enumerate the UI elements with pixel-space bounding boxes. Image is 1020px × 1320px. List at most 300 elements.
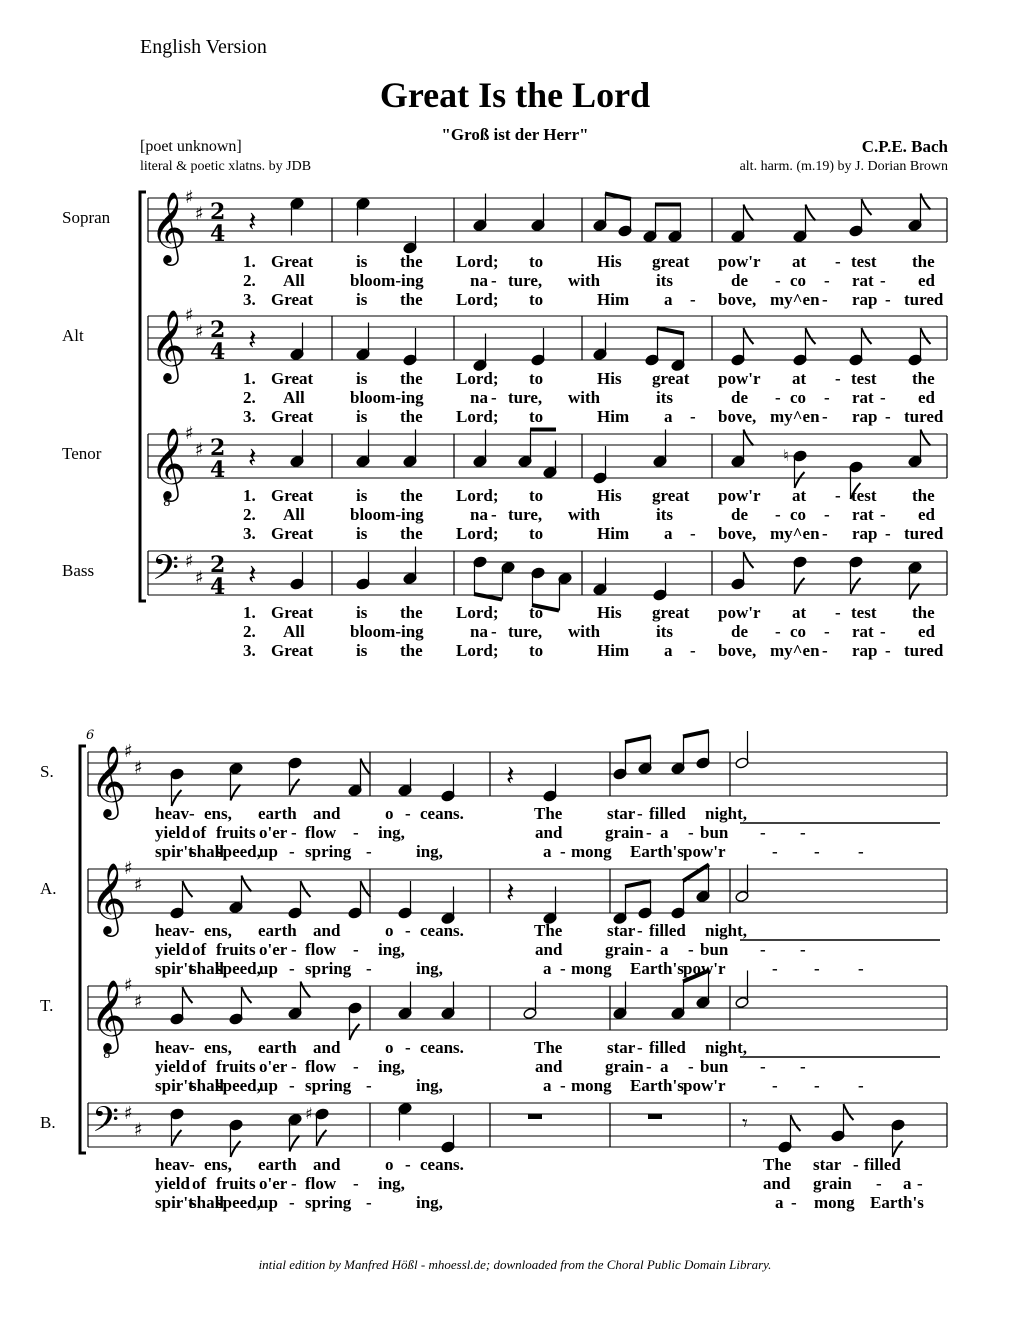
lyric-syllable: -: [491, 271, 497, 290]
sharp-icon: ♯: [124, 741, 133, 762]
lyric-syllable: tured: [904, 407, 944, 426]
note-flag: [317, 1130, 327, 1146]
lyric-syllable: grain: [605, 823, 644, 842]
lyric-syllable: and: [313, 921, 341, 940]
note-flag: [744, 552, 754, 568]
sharp-icon: ♯: [124, 858, 133, 879]
note-flag: [851, 578, 861, 594]
sharp-icon: ♯: [195, 203, 204, 225]
lyric-syllable: Great: [271, 603, 314, 622]
note-flag: [301, 881, 311, 897]
lyric-syllable: na: [470, 271, 488, 290]
note-flag: [921, 328, 931, 344]
lyric-syllable: is: [356, 407, 368, 426]
time-signature-bottom: 4: [210, 221, 226, 247]
lyric-syllable: -: [646, 940, 652, 959]
lyric-syllable: with: [568, 505, 601, 524]
lyric-syllable: yield: [155, 1174, 190, 1193]
lyric-syllable: ed: [918, 622, 935, 641]
time-signature-top: 2: [210, 199, 226, 225]
lyric-syllable: -: [690, 290, 696, 309]
lyric-syllable: -: [885, 524, 891, 543]
lyric-syllable: is: [356, 369, 368, 388]
sharp-icon: ♯: [185, 305, 194, 326]
voice-label: Alt: [62, 326, 84, 345]
lyric-syllable: grain: [605, 940, 644, 959]
lyric-syllable: pow'r: [718, 603, 761, 622]
lyric-syllable: at: [792, 252, 807, 271]
lyric-syllable: -: [405, 921, 411, 940]
lyric-syllable: shall: [190, 959, 225, 978]
whole-rest-icon: [528, 1114, 542, 1119]
lyric-syllable: -: [366, 959, 372, 978]
lyric-syllable: shall: [190, 842, 225, 861]
lyric-syllable: de: [731, 388, 748, 407]
lyric-syllable: speed,: [216, 842, 261, 861]
lyric-syllable: tured: [904, 524, 944, 543]
lyric-syllable: Great: [271, 252, 314, 271]
sharp-icon: ♯: [305, 1104, 313, 1123]
lyric-syllable: ing,: [416, 1076, 443, 1095]
lyric-syllable: a: [664, 290, 673, 309]
lyric-syllable: o'er: [259, 940, 288, 959]
system-bracket: [140, 192, 146, 601]
octave-marker: 8: [103, 1047, 111, 1061]
lyric-syllable: Earth's: [630, 1076, 684, 1095]
lyric-syllable: test: [851, 486, 877, 505]
system-bracket: [80, 746, 86, 1153]
lyric-syllable: the: [400, 641, 423, 660]
lyric-syllable: -: [885, 641, 891, 660]
lyric-syllable: rap: [852, 524, 878, 543]
piece-title: Great Is the Lord: [379, 75, 651, 115]
note-flag: [183, 881, 193, 897]
lyric-syllable: rap: [852, 290, 878, 309]
lyric-syllable: -: [688, 940, 694, 959]
note-flag: [791, 1115, 801, 1131]
lyric-syllable: Lord;: [456, 641, 499, 660]
lyric-syllable: -: [366, 1076, 372, 1095]
lyric-syllable: the: [912, 486, 935, 505]
quarter-rest-icon: 𝄽: [248, 205, 257, 238]
lyric-syllable: test: [851, 603, 877, 622]
lyric-syllable: rap: [852, 641, 878, 660]
lyric-syllable: ens,: [204, 921, 232, 940]
lyric-syllable: -: [822, 524, 828, 543]
time-signature-bottom: 4: [210, 574, 226, 600]
lyric-syllable: 2.: [243, 505, 256, 524]
lyric-syllable: test: [851, 369, 877, 388]
lyric-syllable: co: [790, 271, 807, 290]
lyric-syllable: de: [731, 271, 748, 290]
lyric-syllable: 3.: [243, 641, 256, 660]
lyric-syllable: grain: [813, 1174, 852, 1193]
lyric-syllable: rat: [852, 271, 874, 290]
lyric-syllable: -: [291, 823, 297, 842]
lyric-syllable: -: [775, 388, 781, 407]
lyric-syllable: -: [814, 842, 820, 861]
lyric-syllable: -: [835, 486, 841, 505]
voice-label: T.: [40, 996, 54, 1015]
lyric-syllable: with: [568, 622, 601, 641]
quarter-rest-icon: 𝄽: [506, 876, 515, 909]
lyric-syllable: speed,: [216, 959, 261, 978]
lyric-syllable: The: [534, 921, 563, 940]
lyric-syllable: Great: [271, 486, 314, 505]
lyric-syllable: -: [291, 1057, 297, 1076]
sharp-icon: ♯: [134, 1119, 143, 1141]
lyric-syllable: ens,: [204, 1155, 232, 1174]
treble-clef-icon: 𝄞: [90, 978, 127, 1051]
lyric-syllable: tured: [904, 290, 944, 309]
lyric-syllable: pow'r: [683, 959, 726, 978]
lyric-syllable: flow: [305, 1174, 337, 1193]
lyric-syllable: earth: [258, 1155, 297, 1174]
voice-label: S.: [40, 762, 54, 781]
lyric-syllable: of: [192, 940, 207, 959]
lyric-syllable: fruits: [216, 1057, 256, 1076]
lyric-syllable: -: [880, 388, 886, 407]
lyric-syllable: o'er: [259, 823, 288, 842]
lyric-syllable: a: [775, 1193, 784, 1212]
lyric-syllable: earth: [258, 1038, 297, 1057]
lyric-syllable: -: [880, 271, 886, 290]
note-flag: [301, 982, 311, 998]
lyric-syllable: 2.: [243, 388, 256, 407]
lyric-syllable: -: [560, 842, 566, 861]
sharp-icon: ♯: [185, 423, 194, 444]
lyric-syllable: rat: [852, 622, 874, 641]
lyric-syllable: The: [763, 1155, 792, 1174]
lyric-syllable: and: [313, 1038, 341, 1057]
lyric-syllable: ing,: [378, 1057, 405, 1076]
note-flag: [806, 205, 816, 221]
lyric-syllable: -: [814, 959, 820, 978]
lyric-syllable: the: [912, 252, 935, 271]
lyric-syllable: Earth's: [630, 959, 684, 978]
lyric-syllable: at: [792, 603, 807, 622]
composer-credit: C.P.E. Bach: [861, 137, 948, 156]
lyric-syllable: -: [835, 252, 841, 271]
lyric-syllable: spring: [305, 1076, 352, 1095]
lyric-syllable: ceans.: [420, 921, 464, 940]
lyric-syllable: -: [491, 622, 497, 641]
lyric-syllable: -: [491, 388, 497, 407]
lyric-syllable: -: [853, 1155, 859, 1174]
lyric-syllable: fruits: [216, 940, 256, 959]
lyric-syllable: shall: [190, 1193, 225, 1212]
sharp-icon: ♯: [185, 187, 194, 208]
note-flag: [921, 194, 931, 210]
lyric-syllable: -: [353, 1174, 359, 1193]
sharp-icon: ♯: [195, 321, 204, 343]
lyric-syllable: -: [637, 921, 643, 940]
lyric-syllable: -: [690, 524, 696, 543]
lyric-syllable: earth: [258, 921, 297, 940]
lyric-syllable: a: [660, 823, 669, 842]
lyric-syllable: o: [385, 804, 394, 823]
lyric-syllable: 2.: [243, 622, 256, 641]
treble-clef-icon: 𝄞: [150, 426, 187, 499]
lyric-syllable: star: [813, 1155, 842, 1174]
lyric-syllable: Great: [271, 407, 314, 426]
lyric-syllable: a: [660, 940, 669, 959]
lyric-syllable: -: [491, 505, 497, 524]
measure-number: 6: [86, 728, 95, 743]
lyric-syllable: bloom-ing: [350, 505, 424, 524]
voice-label: Tenor: [62, 444, 102, 463]
lyric-syllable: of: [192, 823, 207, 842]
lyric-syllable: and: [313, 804, 341, 823]
lyric-syllable: -: [772, 1076, 778, 1095]
lyric-syllable: heav: [155, 804, 189, 823]
lyric-syllable: filled: [649, 804, 686, 823]
lyric-syllable: pow'r: [718, 252, 761, 271]
note-flag: [231, 785, 241, 801]
lyric-syllable: is: [356, 252, 368, 271]
lyric-syllable: -: [646, 1057, 652, 1076]
lyric-syllable: bun: [700, 1057, 729, 1076]
lyric-syllable: -: [772, 959, 778, 978]
lyric-syllable: the: [400, 252, 423, 271]
lyric-syllable: the: [400, 369, 423, 388]
lyric-syllable: Great: [271, 290, 314, 309]
lyric-syllable: spir't: [155, 1193, 194, 1212]
lyric-syllable: -: [775, 271, 781, 290]
lyric-syllable: 2.: [243, 271, 256, 290]
lyric-syllable: the: [400, 603, 423, 622]
lyric-syllable: of: [192, 1174, 207, 1193]
treble-clef-icon: 𝄞: [150, 190, 187, 263]
lyric-syllable: pow'r: [683, 1076, 726, 1095]
quarter-rest-icon: 𝄽: [248, 441, 257, 474]
lyric-syllable: bloom-ing: [350, 622, 424, 641]
lyric-syllable: spir't: [155, 1076, 194, 1095]
lyric-syllable: and: [535, 940, 563, 959]
lyric-syllable: His: [597, 603, 622, 622]
lyric-syllable: the: [400, 407, 423, 426]
lyric-syllable: star: [607, 1038, 636, 1057]
lyric-syllable: co: [790, 505, 807, 524]
lyric-syllable: earth: [258, 804, 297, 823]
note-flag: [795, 578, 805, 594]
whole-rest-icon: [648, 1114, 662, 1119]
sharp-icon: ♯: [124, 1103, 133, 1124]
lyric-syllable: spir't: [155, 959, 194, 978]
lyric-syllable: heav: [155, 1155, 189, 1174]
lyric-syllable: -: [760, 940, 766, 959]
lyric-syllable: Him: [597, 290, 630, 309]
lyric-syllable: -: [835, 369, 841, 388]
lyric-syllable: ture,: [508, 505, 543, 524]
sharp-icon: ♯: [185, 551, 194, 572]
lyric-syllable: -: [688, 1057, 694, 1076]
lyric-syllable: up: [259, 1193, 278, 1212]
lyric-syllable: bun: [700, 823, 729, 842]
quarter-rest-icon: 𝄽: [506, 759, 515, 792]
lyric-syllable: 3.: [243, 524, 256, 543]
sharp-icon: ♯: [124, 975, 133, 996]
beam: [657, 328, 684, 334]
lyric-syllable: flow: [305, 823, 337, 842]
natural-icon: ♮: [783, 446, 789, 465]
beam: [625, 881, 651, 887]
lyric-syllable: the: [400, 290, 423, 309]
note-flag: [242, 987, 252, 1003]
lyric-syllable: -: [189, 921, 195, 940]
lyric-syllable: at: [792, 369, 807, 388]
lyric-syllable: is: [356, 290, 368, 309]
lyric-syllable: my^en: [770, 641, 820, 660]
beam: [683, 731, 709, 737]
lyric-syllable: flow: [305, 940, 337, 959]
lyric-syllable: a: [903, 1174, 912, 1193]
lyric-syllable: -: [189, 1038, 195, 1057]
lyric-syllable: -: [775, 505, 781, 524]
lyric-syllable: to: [529, 407, 544, 426]
lyric-syllable: na: [470, 388, 488, 407]
lyric-syllable: o: [385, 921, 394, 940]
lyric-syllable: to: [529, 641, 544, 660]
lyric-syllable: a: [543, 959, 552, 978]
lyric-syllable: ed: [918, 388, 935, 407]
note-flag: [231, 1141, 241, 1157]
lyric-syllable: Him: [597, 524, 630, 543]
lyric-syllable: -: [880, 622, 886, 641]
lyric-syllable: -: [822, 641, 828, 660]
lyric-syllable: mong: [571, 1076, 612, 1095]
lyric-syllable: pow'r: [718, 486, 761, 505]
lyric-syllable: ens,: [204, 1038, 232, 1057]
lyric-syllable: tured: [904, 641, 944, 660]
lyric-syllable: up: [259, 842, 278, 861]
lyric-syllable: Lord;: [456, 369, 499, 388]
note-flag: [350, 1024, 360, 1040]
note-flag: [806, 328, 816, 344]
lyric-syllable: -: [637, 1038, 643, 1057]
lyric-syllable: -: [366, 842, 372, 861]
lyric-syllable: at: [792, 486, 807, 505]
lyric-syllable: Earth's: [630, 842, 684, 861]
lyric-syllable: 1.: [243, 252, 256, 271]
lyric-syllable: 1.: [243, 486, 256, 505]
time-signature-bottom: 4: [210, 339, 226, 365]
lyric-syllable: its: [656, 505, 673, 524]
lyric-syllable: with: [568, 388, 601, 407]
poet-credit: [poet unknown]: [140, 138, 242, 155]
lyric-syllable: ing,: [378, 1174, 405, 1193]
lyric-syllable: ed: [918, 505, 935, 524]
treble-clef-icon: 𝄞: [90, 744, 127, 817]
lyric-syllable: -: [917, 1174, 923, 1193]
lyric-syllable: bove,: [718, 641, 757, 660]
lyric-syllable: the: [400, 486, 423, 505]
lyric-syllable: my^en: [770, 407, 820, 426]
lyric-syllable: rat: [852, 505, 874, 524]
lyric-syllable: the: [400, 524, 423, 543]
lyric-syllable: grain: [605, 1057, 644, 1076]
beam: [625, 737, 651, 743]
lyric-syllable: o: [385, 1038, 394, 1057]
lyric-syllable: its: [656, 271, 673, 290]
lyric-syllable: Lord;: [456, 290, 499, 309]
lyric-syllable: mong: [571, 959, 612, 978]
lyric-syllable: ceans.: [420, 804, 464, 823]
lyric-syllable: -: [289, 1193, 295, 1212]
lyric-syllable: a: [543, 842, 552, 861]
lyric-syllable: -: [885, 290, 891, 309]
lyric-syllable: -: [880, 505, 886, 524]
lyric-syllable: mong: [814, 1193, 855, 1212]
lyric-syllable: -: [772, 842, 778, 861]
lyric-syllable: -: [353, 823, 359, 842]
note-flag: [361, 759, 371, 775]
lyric-syllable: -: [800, 1057, 806, 1076]
lyric-syllable: and: [763, 1174, 791, 1193]
lyric-syllable: The: [534, 1038, 563, 1057]
lyric-syllable: na: [470, 622, 488, 641]
note-flag: [744, 430, 754, 446]
lyric-syllable: test: [851, 252, 877, 271]
lyric-syllable: to: [529, 290, 544, 309]
lyric-syllable: -: [289, 1076, 295, 1095]
lyric-syllable: -: [876, 1174, 882, 1193]
lyric-syllable: my^en: [770, 290, 820, 309]
lyric-syllable: -: [366, 1193, 372, 1212]
lyric-syllable: fruits: [216, 823, 256, 842]
eighth-rest-icon: 𝄾: [742, 1111, 748, 1137]
lyric-syllable: great: [652, 369, 690, 388]
lyric-syllable: na: [470, 505, 488, 524]
lyric-syllable: is: [356, 641, 368, 660]
note-flag: [921, 430, 931, 446]
lyric-syllable: ceans.: [420, 1038, 464, 1057]
harmonization-credit: alt. harm. (m.19) by J. Dorian Brown: [739, 159, 948, 174]
piece-subtitle: "Groß ist der Herr": [441, 125, 589, 144]
lyric-syllable: great: [652, 486, 690, 505]
lyric-syllable: 1.: [243, 369, 256, 388]
note-flag: [744, 205, 754, 221]
time-signature-top: 2: [210, 317, 226, 343]
lyric-syllable: my^en: [770, 524, 820, 543]
time-signature-top: 2: [210, 552, 226, 578]
lyric-syllable: Lord;: [456, 603, 499, 622]
lyric-syllable: -: [289, 959, 295, 978]
lyric-syllable: 3.: [243, 407, 256, 426]
lyric-syllable: rap: [852, 407, 878, 426]
lyric-syllable: -: [858, 959, 864, 978]
note-flag: [290, 1136, 300, 1152]
lyric-syllable: The: [534, 804, 563, 823]
voice-label: B.: [40, 1113, 56, 1132]
lyric-syllable: Great: [271, 641, 314, 660]
treble-clef-icon: 𝄞: [150, 308, 187, 381]
lyric-syllable: Lord;: [456, 486, 499, 505]
lyric-syllable: bove,: [718, 290, 757, 309]
lyric-syllable: -: [688, 823, 694, 842]
lyric-syllable: to: [529, 252, 544, 271]
voice-label: A.: [40, 879, 57, 898]
lyric-syllable: and: [313, 1155, 341, 1174]
lyric-syllable: ture,: [508, 622, 543, 641]
lyric-syllable: -: [800, 823, 806, 842]
lyric-syllable: All: [283, 622, 305, 641]
lyric-syllable: speed,: [216, 1076, 261, 1095]
lyric-syllable: up: [259, 1076, 278, 1095]
note-flag: [862, 199, 872, 215]
lyric-syllable: -: [814, 1076, 820, 1095]
lyric-syllable: o'er: [259, 1057, 288, 1076]
